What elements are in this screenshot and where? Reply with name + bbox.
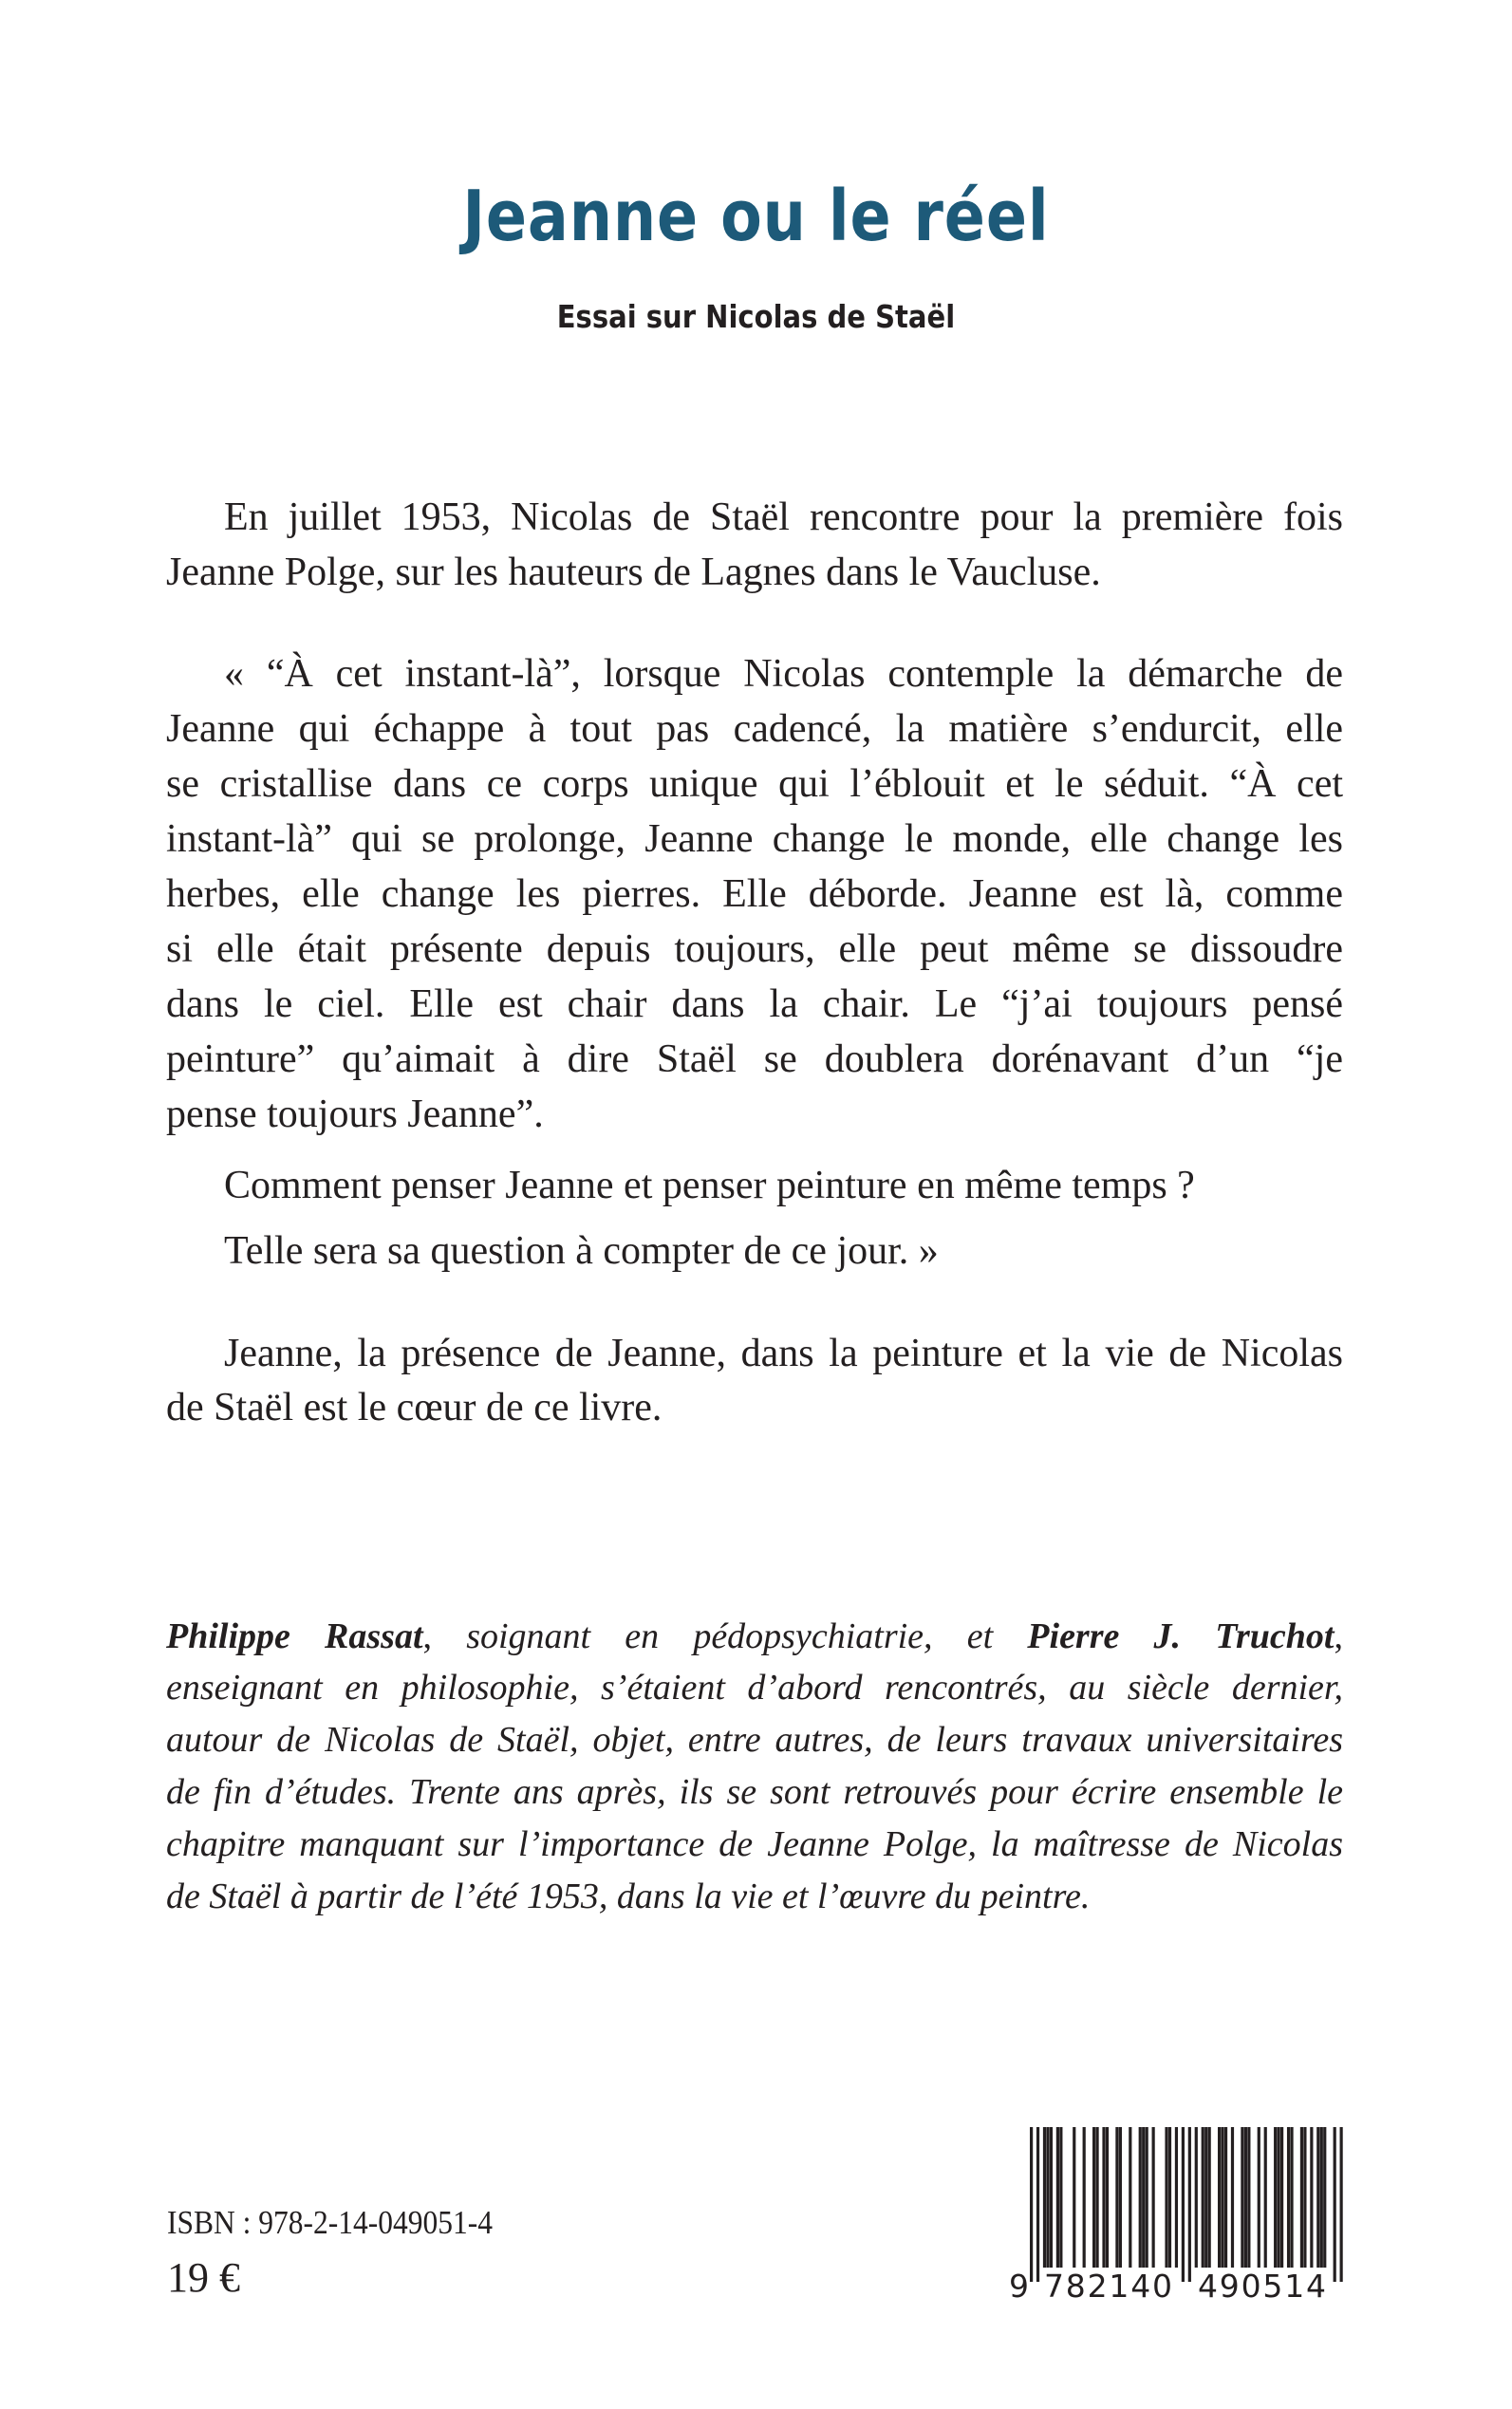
barcode-digits-right: 490514 — [1198, 2268, 1326, 2305]
barcode-bar — [1119, 2127, 1122, 2268]
barcode-bar — [1264, 2127, 1267, 2268]
bio-line: de Staël à partir de l’été 1953, dans la vie et l’œuvre du peintre. — [166, 1877, 1091, 1916]
bio-comma: , — [1334, 1616, 1343, 1656]
barcode-bar — [1073, 2127, 1075, 2268]
barcode-bar — [1092, 2127, 1095, 2268]
barcode-bar — [1168, 2127, 1171, 2268]
text-line: Jeanne qui échappe à tout pas cadencé, la matière s’endurcit, elle — [166, 707, 1343, 751]
barcode-bar — [1139, 2127, 1142, 2268]
barcode-bar — [1218, 2127, 1221, 2268]
text-line: herbes, elle change les pierres. Elle déborde. Jeanne est là, comme — [166, 872, 1343, 916]
barcode-bar — [1274, 2127, 1277, 2268]
barcode-digits-left: 782140 — [1044, 2268, 1172, 2305]
author-role-1: soignant en pédopsychiatrie, et — [432, 1616, 1028, 1656]
barcode-bar — [1146, 2127, 1148, 2268]
price-label: 19 € — [167, 2254, 240, 2301]
barcode-bar — [1280, 2127, 1283, 2268]
barcode-bar — [1043, 2127, 1046, 2268]
barcode-guard-bar — [1036, 2127, 1039, 2282]
barcode-bar — [1165, 2127, 1167, 2268]
barcode-bar — [1258, 2127, 1260, 2268]
barcode-bar — [1102, 2127, 1105, 2268]
book-subtitle: Essai sur Nicolas de Staël — [556, 298, 956, 335]
text-line: pense toujours Jeanne”. — [166, 1092, 544, 1136]
author-name-2: Pierre J. Truchot — [1027, 1616, 1335, 1656]
barcode-digit-first: 9 — [1009, 2268, 1029, 2305]
text-line: « “À cet instant-là”, lorsque Nicolas contemple la démarche de — [224, 652, 1343, 696]
barcode-bar — [1095, 2127, 1098, 2268]
bio-line-first — [166, 1611, 1343, 1662]
bio-comma: , — [422, 1616, 433, 1656]
text-line: Jeanne, la présence de Jeanne, dans la peinture et la vie de Nicolas — [224, 1332, 1343, 1375]
barcode-guard-bar — [1182, 2127, 1185, 2282]
barcode-bar — [1204, 2127, 1207, 2268]
barcode-bar — [1083, 2127, 1086, 2268]
barcode-bar — [1152, 2127, 1155, 2268]
text-line: instant-là” qui se prolonge, Jeanne change le monde, elle change les — [166, 817, 1343, 861]
text-line: si elle était présente depuis toujours, elle peut même se dissoudre — [166, 927, 1343, 971]
bio-line: de fin d’études. Trente ans après, ils se sont retrouvés pour écrire ensemble le — [166, 1772, 1343, 1812]
barcode-bar — [1050, 2127, 1053, 2268]
bio-line: enseignant en philosophie, s’étaient d’abord rencontrés, au siècle dernier, — [166, 1668, 1343, 1708]
barcode-bar — [1129, 2127, 1131, 2268]
text-line: Comment penser Jeanne et penser peinture en même temps ? — [224, 1164, 1195, 1207]
barcode-bar — [1320, 2127, 1323, 2268]
barcode-bar — [1106, 2127, 1109, 2268]
barcode-bar — [1115, 2127, 1118, 2268]
barcode-bar — [1195, 2127, 1198, 2268]
barcode-bar — [1323, 2127, 1326, 2268]
barcode-bar — [1202, 2127, 1204, 2268]
text-line: de Staël est le cœur de ce livre. — [166, 1386, 663, 1429]
text-line: se cristallise dans ce corps unique qui l’éblouit et le séduit. “À cet — [166, 762, 1343, 806]
barcode-bar — [1221, 2127, 1223, 2268]
isbn-label: ISBN : 978-2-14-049051-4 — [167, 2204, 493, 2241]
author-name-1: Philippe Rassat — [166, 1616, 423, 1656]
ean13-barcode — [997, 2117, 1357, 2306]
book-title: Jeanne ou le réel — [462, 176, 1050, 257]
barcode-bar — [1046, 2127, 1049, 2268]
barcode-icon — [997, 2117, 1357, 2306]
barcode-bar — [1241, 2127, 1243, 2268]
barcode-bar — [1059, 2127, 1062, 2268]
barcode-bar — [1290, 2127, 1293, 2268]
barcode-bar — [1175, 2127, 1178, 2268]
barcode-guard-bar — [1030, 2127, 1033, 2282]
barcode-bar — [1310, 2127, 1313, 2268]
barcode-bar — [1142, 2127, 1145, 2268]
barcode-bar — [1247, 2127, 1250, 2268]
text-line: Telle sera sa question à compter de ce jour. » — [224, 1229, 939, 1273]
text-line: Jeanne Polge, sur les hauteurs de Lagnes dans le Vaucluse. — [166, 551, 1101, 594]
barcode-bar — [1316, 2127, 1319, 2268]
text-line: dans le ciel. Elle est chair dans la chair. Le “j’ai toujours pensé — [166, 982, 1343, 1026]
text-line: peinture” qu’aimait à dire Staël se doublera dorénavant d’un “je — [166, 1037, 1343, 1081]
barcode-guard-bar — [1340, 2127, 1343, 2282]
text-line: En juillet 1953, Nicolas de Staël rencontre pour la première fois — [224, 495, 1343, 539]
barcode-bar — [1287, 2127, 1290, 2268]
barcode-bar — [1300, 2127, 1303, 2268]
barcode-guard-bar — [1188, 2127, 1191, 2282]
barcode-bar — [1224, 2127, 1227, 2268]
barcode-guard-bar — [1334, 2127, 1336, 2282]
barcode-bar — [1244, 2127, 1247, 2268]
barcode-bar — [1278, 2127, 1280, 2268]
bio-line: autour de Nicolas de Staël, objet, entre autres, de leurs travaux universitaires — [166, 1720, 1343, 1760]
barcode-bar — [1231, 2127, 1234, 2268]
bio-line: chapitre manquant sur l’importance de Jeanne Polge, la maîtresse de Nicolas — [166, 1824, 1343, 1864]
barcode-bar — [1208, 2127, 1211, 2268]
barcode-bar — [1056, 2127, 1059, 2268]
barcode-bar — [1303, 2127, 1306, 2268]
